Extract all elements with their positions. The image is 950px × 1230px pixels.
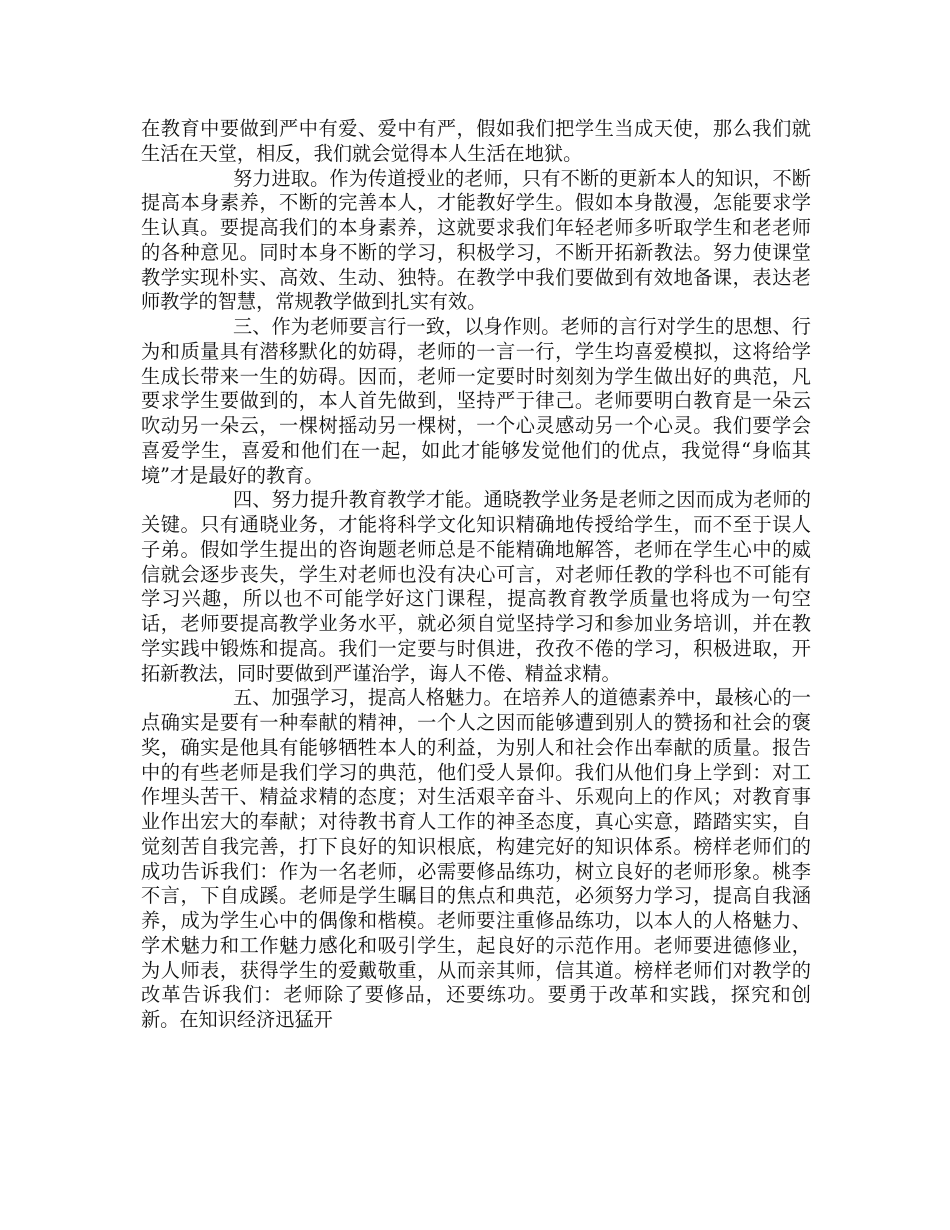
paragraph-5: 五、加强学习，提高人格魅力。在培养人的道德素养中，最核心的一点确实是要有一种奉献的精神，一个人之因而能够遭到别人的赞扬和社会的褒奖，确实是他具有能够牺牲本人的利益，为别人和社会作出奉献的质量。报告中的有些老师是我们学习的典范，他们受人景仰。我们从他们身上学到：对工作埋头苦干、精益求精的态度；对生活艰辛奋斗、乐观向上的作风；对教育事业作出宏大的奉献；对待教书育人工作的神圣态度，真心实意，踏踏实实，自觉刻苦自我完善，打下良好的知识根底，构建完好的知识体系。榜样老师们的成功告诉我们：作为一名老师，必需要修品练功，树立良好的老师形象。桃李不言，下自成蹊。老师是学生瞩目的焦点和典范，必须努力学习，提高自我涵养，成为学生心中的偶像和楷模。老师要注重修品练功，以本人的人格魅力、学术魅力和工作魅力感化和吸引学生，起良好的示范作用。老师要进德修业，为人师表，获得学生的爱戴敬重，从而亲其师，信其道。榜样老师们对教学的改革告诉我们：老师除了要修品，还要练功。要勇于改革和实践，探究和创新。在知识经济迅猛开 <box>141 686 811 1031</box>
paragraph-3: 三、作为老师要言行一致，以身作则。老师的言行对学生的思想、行为和质量具有潜移默化的妨碍，老师的一言一行，学生均喜爱模拟，这将给学生成长带来一生的妨碍。因而，老师一定要时时刻刻为学生做出好的典范，凡要求学生要做到的，本人首先做到，坚持严于律己。老师要明白教育是一朵云吹动另一朵云，一棵树摇动另一棵树，一个心灵感动另一个心灵。我们要学会喜爱学生，喜爱和他们在一起，如此才能够发觉他们的优点，我觉得“身临其境”才是最好的教育。 <box>141 315 811 487</box>
paragraph-4: 四、努力提升教育教学才能。通晓教学业务是老师之因而成为老师的关键。只有通晓业务，才能将科学文化知识精确地传授给学生，而不至于误人子弟。假如学生提出的咨询题老师总是不能精确地解答，老师在学生心中的威信就会逐步丧失，学生对老师也没有决心可言，对老师任教的学科也不可能有学习兴趣，所以也不可能学好这门课程，提高教育教学质量也将成为一句空话，老师要提高教学业务水平，就必须自觉坚持学习和参加业务培训，并在教学实践中锻炼和提高。我们一定要与时俱进，孜孜不倦的学习，积极进取，开拓新教法，同时要做到严谨治学，诲人不倦、精益求精。 <box>141 488 811 685</box>
paragraph-1: 在教育中要做到严中有爱、爱中有严，假如我们把学生当成天使，那么我们就生活在天堂，相反，我们就会觉得本人生活在地狱。 <box>141 117 811 165</box>
document-page <box>141 117 811 1033</box>
paragraph-2: 努力进取。作为传道授业的老师，只有不断的更新本人的知识，不断提高本身素养，不断的完善本人，才能教好学生。假如本身散漫，怎能要求学生认真。要提高我们的本身素养，这就要求我们年轻老师多听取学生和老老师的各种意见。同时本身不断的学习，积极学习，不断开拓新教法。努力使课堂教学实现朴实、高效、生动、独特。在教学中我们要做到有效地备课，表达老师教学的智慧，常规教学做到扎实有效。 <box>141 166 811 314</box>
